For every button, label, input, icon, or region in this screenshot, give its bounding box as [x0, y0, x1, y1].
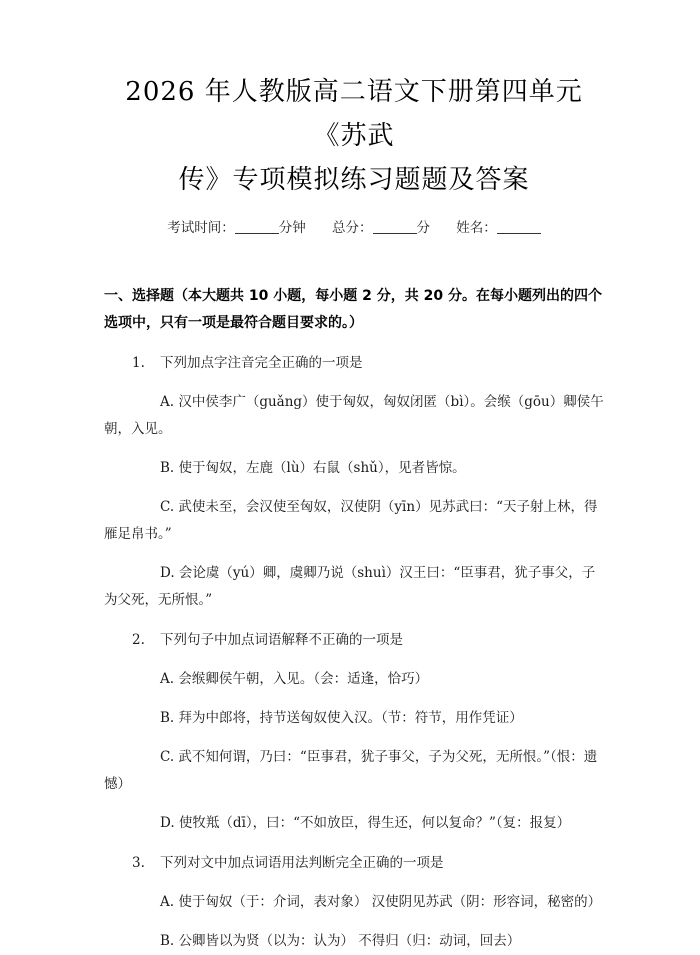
option-b: B. 使于匈奴，左鹿（lù）右鼠（shǔ），见者皆惊。 — [160, 460, 466, 476]
question-stem: 3. 下列对文中加点词语用法判断完全正确的一项是 — [132, 855, 444, 871]
question-1 — [104, 350, 604, 614]
exam-name: 姓名： — [456, 220, 541, 236]
section-heading: 一、选择题（本大题共 10 小题，每小题 2 分，共 20 分。在每小题列出的四个选项中，只有一项是最符合题目要求的。） — [104, 288, 602, 331]
option-b: B. 拜为中郎将，持节送匈奴使入汉。（节：符节，用作凭证） — [160, 710, 523, 726]
option-c: C. 武使未至，会汉使至匈奴，汉使阴（yīn）见苏武曰：“天子射上林，得雁足帛书。” — [104, 499, 598, 542]
title-line-1: 2026 年人教版高二语文下册第四单元《苏武 — [125, 77, 583, 151]
option-b: B. 公卿皆以为贤（以为：认为） 不得归（归：动词，回去） — [160, 933, 521, 949]
question-stem: 2. 下列句子中加点词语解释不正确的一项是 — [132, 632, 403, 648]
option-a: A. 使于匈奴（于：介词，表对象） 汉使阴见苏武（阴：形容词，秘密的） — [160, 894, 602, 910]
option-a: A. 会缑卿侯午朝，入见。（会：适逢，恰巧） — [160, 671, 429, 687]
document-title — [104, 70, 604, 202]
time-blank[interactable] — [235, 220, 279, 234]
option-c: C. 武不知何谓，乃曰：“臣事君，犹子事父，子为父死，无所恨。”（恨：遗憾） — [104, 749, 598, 792]
question-3 — [104, 850, 604, 955]
exam-score: 总分： 分 — [332, 220, 430, 236]
name-blank[interactable] — [497, 220, 541, 234]
exam-time: 考试时间： 分钟 — [167, 220, 306, 236]
question-stem: 1. 下列加点字注音完全正确的一项是 — [132, 355, 363, 371]
title-line-2: 传》专项模拟练习题题及答案 — [178, 165, 530, 195]
option-a: A. 汉中侯李广（guǎng）使于匈奴，匈奴闭匿（bì）。会缑（gōu）卿侯午朝，入见。 — [104, 394, 604, 437]
exam-meta — [104, 216, 604, 236]
option-d: D. 使牧羝（dī），曰：“不如放臣，得生还，何以复命？”（复：报复） — [160, 815, 571, 831]
option-d: D. 会论虞（yú）卿，虞卿乃说（shuì）汉王曰：“臣事君，犹子事父，子为父死，无所恨。” — [104, 565, 596, 608]
question-2 — [104, 627, 604, 837]
score-blank[interactable] — [373, 220, 417, 234]
